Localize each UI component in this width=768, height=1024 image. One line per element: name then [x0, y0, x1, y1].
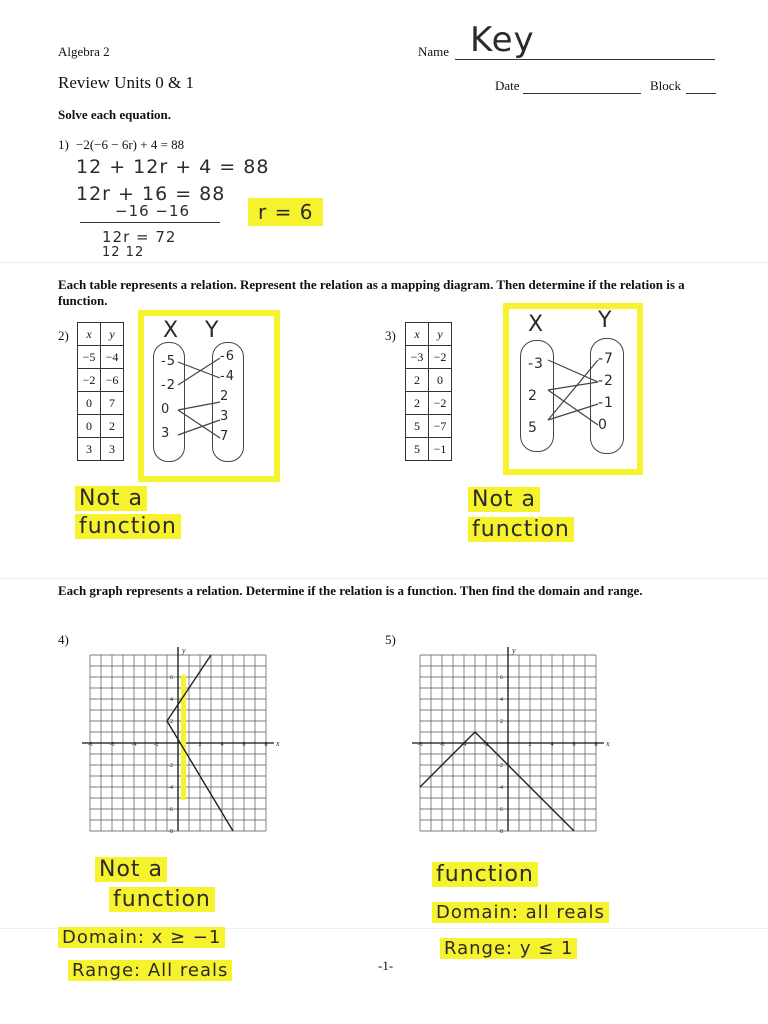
date-label: Date: [495, 78, 520, 93]
section3-instruction: Each graph represents a relation. Determine if the relation is a function. Then find the domain and range.: [58, 583, 643, 598]
p1-work-line3: −16 −16: [115, 202, 191, 220]
tick-label-x: 2: [528, 742, 532, 748]
p2-answer: Not a function: [75, 485, 181, 541]
tick-label-y: -2: [168, 763, 173, 769]
table-header-y: y: [101, 323, 124, 346]
table-row: −2 −6: [78, 369, 124, 392]
tick-label-x: 6: [572, 742, 576, 748]
tick-label-y: -4: [168, 785, 173, 791]
p1-work-line2: 12r + 16 = 88: [76, 183, 226, 205]
tick-label-y: 6: [170, 675, 173, 681]
tick-label-y: -4: [498, 785, 503, 791]
p2-map-y-label: Y: [205, 318, 220, 343]
p1-answer: r = 6: [248, 198, 323, 226]
tick-label-x: 8: [264, 742, 268, 748]
problem3-table: [405, 322, 452, 461]
p1-work-line4: 12r = 72: [102, 228, 177, 246]
tick-label-y: 6: [500, 675, 503, 681]
tick-label-x: 2: [198, 742, 202, 748]
p4-domain: Domain: x ≥ −1: [58, 927, 225, 948]
axis-label-x: x: [606, 739, 610, 748]
p3-map-y-label: Y: [598, 308, 613, 333]
p1-work-line5: 12 12: [102, 245, 145, 260]
tick-label-x: -8: [87, 742, 93, 748]
tick-label-x: -4: [131, 742, 137, 748]
tick-label-x: -6: [109, 742, 115, 748]
p2-domain-values: -5 -2 0 3: [161, 354, 176, 441]
problem5-number: 5): [385, 632, 396, 647]
date-line: [523, 92, 641, 94]
tick-label-x: -8: [417, 742, 423, 748]
p2-range-values: -6 -4 2 3 7: [220, 349, 235, 444]
table-row: 0 7: [78, 392, 124, 415]
table-row: 3 3: [78, 438, 124, 461]
tick-label-y: 4: [170, 697, 173, 703]
tick-label-x: -4: [461, 742, 467, 748]
tick-label-x: 8: [594, 742, 598, 748]
table-row: −5 −4: [78, 346, 124, 369]
page-number: -1-: [378, 958, 394, 973]
tick-label-y: -8: [498, 829, 503, 835]
tick-label-y: -6: [168, 807, 173, 813]
tick-label-x: 4: [550, 742, 554, 748]
tick-label-x: -2: [483, 742, 489, 748]
tick-label-x: -6: [439, 742, 445, 748]
problem2-table: [77, 322, 124, 461]
p5-range: Range: y ≤ 1: [440, 938, 577, 959]
tick-label-y: -8: [168, 829, 173, 835]
p3-range-values: -7 -2 -1 0: [598, 351, 614, 433]
tick-label-y: -6: [498, 807, 503, 813]
tick-label-x: 4: [220, 742, 224, 748]
problem4-graph: [75, 640, 285, 840]
p3-map-x-label: X: [528, 312, 545, 337]
problem1-equation: −2(−6 − 6r) + 4 = 88: [76, 137, 185, 152]
tick-label-x: -2: [153, 742, 159, 748]
name-value: Key: [470, 20, 535, 60]
axis-label-x: x: [276, 739, 280, 748]
course-label: Algebra 2: [58, 44, 110, 59]
problem3-number: 3): [385, 328, 396, 343]
p1-work-line1: 12 + 12r + 4 = 88: [76, 156, 270, 178]
section2-instruction: Each table represents a relation. Represent the relation as a mapping diagram. Then determine if the relation is a function.: [58, 277, 685, 308]
p1-work-rule: [80, 222, 220, 223]
table-row: 5 −7: [406, 415, 452, 438]
problem5-graph: [405, 640, 615, 840]
table-row: −3 −2: [406, 346, 452, 369]
table-header-y: y: [429, 323, 452, 346]
p4-range: Range: All reals: [68, 960, 232, 981]
axis-label-y: y: [512, 646, 516, 655]
tick-label-y: -2: [498, 763, 503, 769]
table-row: 2 −2: [406, 392, 452, 415]
section1-instruction: Solve each equation.: [58, 107, 172, 122]
block-line: [686, 92, 716, 94]
block-label: Block: [650, 78, 682, 93]
table-row: 0 2: [78, 415, 124, 438]
page-title: Review Units 0 & 1: [58, 73, 194, 92]
p2-map-x-label: X: [163, 318, 180, 343]
name-label: Name: [418, 44, 450, 59]
p3-domain-values: -3 2 5: [528, 356, 544, 436]
tick-label-y: 4: [500, 697, 503, 703]
problem4-number: 4): [58, 632, 69, 647]
problem2-number: 2): [58, 328, 69, 343]
problem1-number: 1): [58, 137, 69, 152]
p3-answer: Not a function: [468, 485, 574, 545]
table-row: 2 0: [406, 369, 452, 392]
tick-label-y: 2: [170, 719, 173, 725]
axis-label-y: y: [182, 646, 186, 655]
tick-label-x: 6: [242, 742, 246, 748]
tick-label-y: 2: [500, 719, 503, 725]
p4-answer: Not a function: [95, 855, 215, 915]
p5-answer: function: [432, 862, 538, 887]
table-header-x: x: [406, 323, 429, 346]
table-header-x: x: [78, 323, 101, 346]
table-row: 5 −1: [406, 438, 452, 461]
p5-domain: Domain: all reals: [432, 902, 609, 923]
